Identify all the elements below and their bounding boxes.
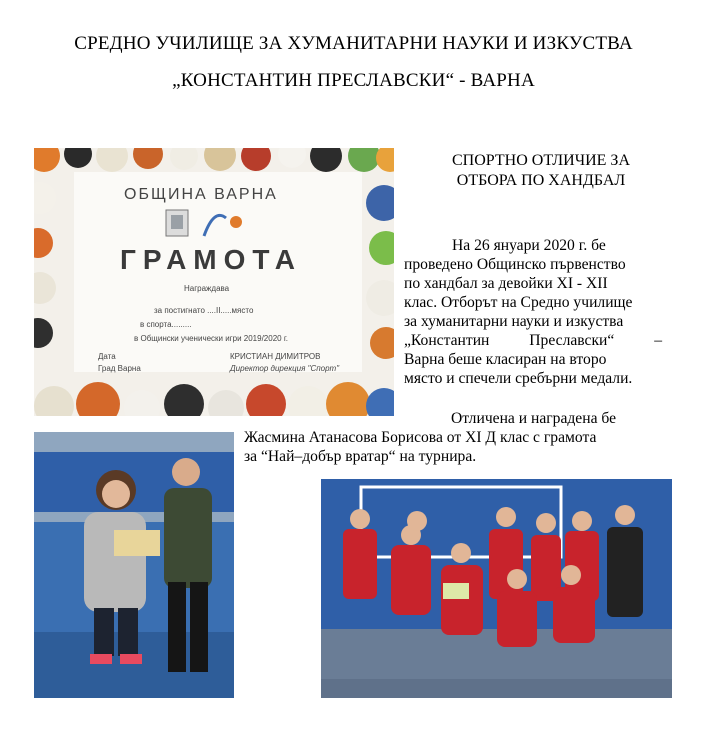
article-paragraph-2-first-line: Отличена и наградена бе xyxy=(451,410,617,427)
paragraph-line: по хандбал за девойки XI - XII xyxy=(404,275,608,292)
certificate-director-name: КРИСТИАН ДИМИТРОВ xyxy=(230,352,321,361)
school-name: СРЕДНО УЧИЛИЩЕ ЗА ХУМАНИТАРНИ НАУКИ И ИЗКУСТВА xyxy=(74,33,633,54)
certificate-municipality: ОБЩИНА ВАРНА xyxy=(124,186,278,203)
team-photo-scene xyxy=(321,479,672,698)
school-subtitle: „КОНСТАНТИН ПРЕСЛАВСКИ“ - ВАРНА xyxy=(172,70,535,91)
certificate-awards: Награждава xyxy=(184,284,230,293)
certificate-city: Град Варна xyxy=(98,364,141,373)
varna-logo-icon xyxy=(164,208,254,242)
award-photo-scene xyxy=(34,432,234,698)
article-title-line1: СПОРТНО ОТЛИЧИЕ ЗА xyxy=(452,152,630,169)
paragraph-line: клас. Отборът на Средно училище xyxy=(404,294,633,311)
article-paragraph-1 xyxy=(404,236,676,388)
paragraph-line: проведено Общинско първенство xyxy=(404,256,626,273)
paragraph-line: за хуманитарни науки и изкуства xyxy=(404,313,624,330)
certificate-games: в Общински ученически игри 2019/2020 г. xyxy=(134,334,288,343)
article-paragraph-2-line2: Жасмина Атанасова Борисова от XI Д клас с грамота xyxy=(244,429,597,446)
certificate-sport: в спорта......... xyxy=(140,320,192,329)
award-photo xyxy=(34,432,234,698)
article-paragraph-2-line3: за “Най–добър вратар“ на турнира. xyxy=(244,448,477,465)
certificate-place: за постигнато ....II.....място xyxy=(154,306,254,315)
certificate-title: ГРАМОТА xyxy=(120,244,302,275)
team-photo xyxy=(321,479,672,698)
article-title-line2: ОТБОРА ПО ХАНДБАЛ xyxy=(456,172,626,189)
paragraph-line: „Константин Преславски“ – xyxy=(404,332,663,349)
certificate-photo xyxy=(34,148,394,416)
paragraph-line: място и спечели сребърни медали. xyxy=(404,370,633,387)
certificate-director-title: Директор дирекция "Спорт" xyxy=(230,364,340,373)
certificate-date: Дата xyxy=(98,352,116,361)
paragraph-line: Варна беше класиран на второ xyxy=(404,351,607,368)
paragraph-line: На 26 януари 2020 г. бе xyxy=(452,237,606,254)
